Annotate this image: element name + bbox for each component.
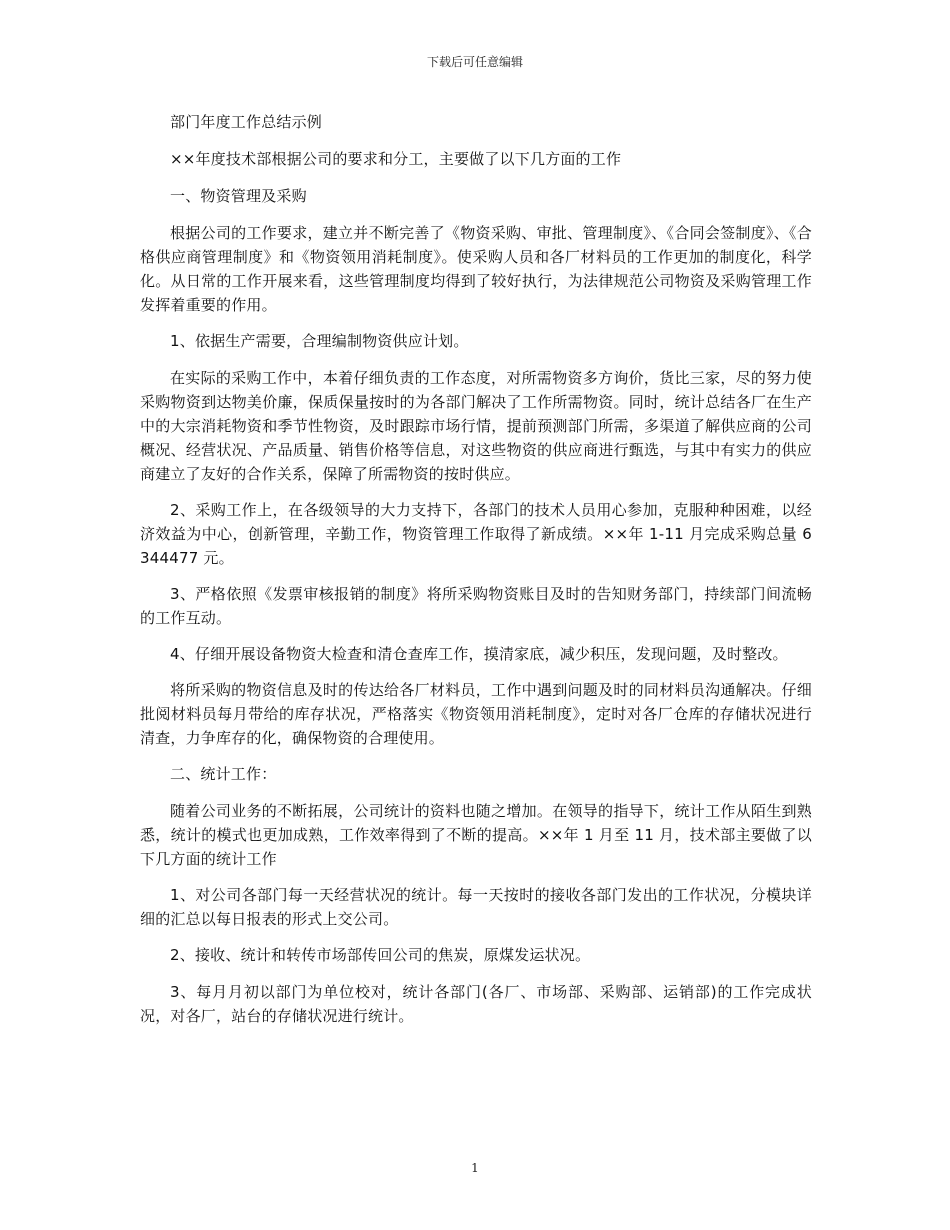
- paragraph-materials-overview: 根据公司的工作要求，建立并不断完善了《物资采购、审批、管理制度》、《合同会签制度》、《合格供应商管理制度》和《物资领用消耗制度》。使采购人员和各厂材料员的工作更加的制度化，科学化。从日常的工作开展来看，这些管理制度均得到了较好执行，为法律规范公司物资及采购管理工作发挥着重要的作用。: [140, 224, 812, 314]
- paragraph-procurement-practice: 在实际的采购工作中，本着仔细负责的工作态度，对所需物资多方询价，货比三家，尽的努力使采购物资到达物美价廉，保质保量按时的为各部门解决了工作所需物资。同时，统计总结各厂在生产中的大宗消耗物资和季节性物资，及时跟踪市场行情，提前预测部门所需，多渠道了解供应商的公司概况、经营状况、产品质量、销售价格等信息，对这些物资的供应商进行甄选，与其中有实力的供应商建立了友好的合作关系，保障了所需物资的按时供应。: [140, 369, 812, 483]
- item-2-procurement: 2、采购工作上，在各级领导的大力支持下，各部门的技术人员用心参加，克服种种困难，以经济效益为中心，创新管理，辛勤工作，物资管理工作取得了新成绩。××年 1-11 月完成采购总量 6344477 元。: [140, 501, 812, 567]
- paragraph-material-info: 将所采购的物资信息及时的传达给各厂材料员，工作中遇到问题及时的同材料员沟通解决。仔细批阅材料员每月带给的库存状况，严格落实《物资领用消耗制度》，定时对各厂仓库的存储状况进行清查，力争库存的化，确保物资的合理使用。: [140, 681, 812, 747]
- stat-item-3: 3、每月月初以部门为单位校对，统计各部门(各厂、市场部、采购部、运销部)的工作完成状况，对各厂，站台的存储状况进行统计。: [140, 983, 812, 1025]
- intro-paragraph: ××年度技术部根据公司的要求和分工，主要做了以下几方面的工作: [170, 150, 622, 168]
- item-3-invoice: 3、严格依照《发票审核报销的制度》将所采购物资账目及时的告知财务部门，持续部门间流畅的工作互动。: [140, 585, 812, 627]
- stat-item-1: 1、对公司各部门每一天经营状况的统计。每一天按时的接收各部门发出的工作状况，分模块详细的汇总以每日报表的形式上交公司。: [140, 886, 812, 928]
- section-heading-materials: 一、物资管理及采购: [170, 187, 307, 205]
- paragraph-statistics-overview: 随着公司业务的不断拓展，公司统计的资料也随之增加。在领导的指导下，统计工作从陌生到熟悉，统计的模式也更加成熟，工作效率得到了不断的提高。××年 1 月至 11 月，技术部主要做了以下几方面的统计工作: [140, 802, 812, 868]
- section-heading-statistics: 二、统计工作：: [170, 765, 277, 783]
- stat-item-2: 2、接收、统计和转传市场部传回公司的焦炭，原煤发运状况。: [170, 946, 591, 964]
- item-1-supply-plan: 1、依据生产需要，合理编制物资供应计划。: [170, 332, 469, 350]
- page-header: 下载后可任意编辑: [426, 55, 523, 69]
- document-body: [140, 110, 812, 1040]
- document-title: 部门年度工作总结示例: [170, 113, 323, 131]
- page-number: 1: [471, 1161, 479, 1175]
- item-4-inspection: 4、仔细开展设备物资大检查和清仓查库工作，摸清家底，减少积压，发现问题，及时整改。: [170, 645, 788, 663]
